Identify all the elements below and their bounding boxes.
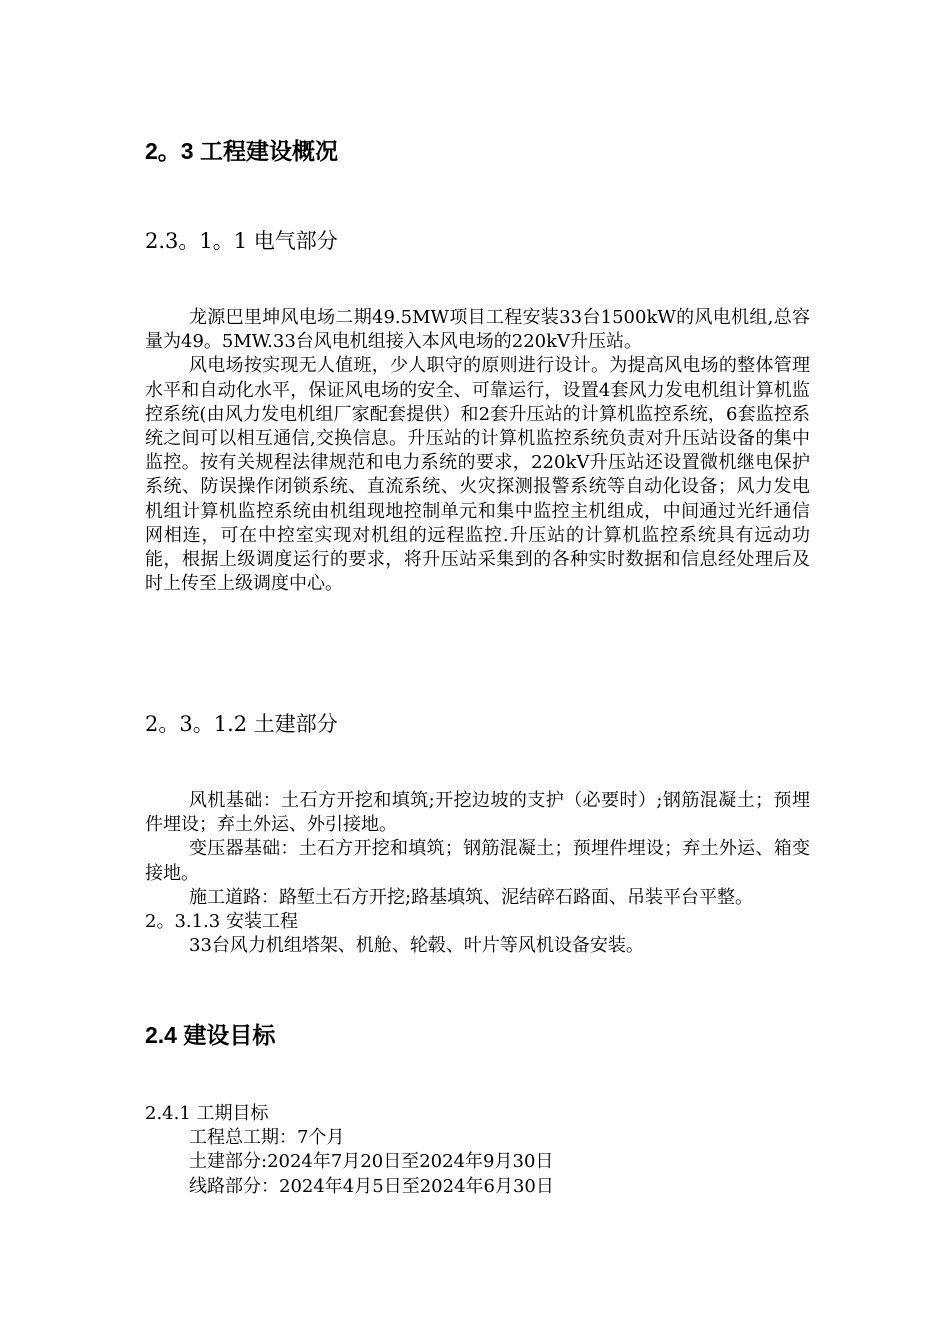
section-2-3-1-2-heading: 2。3。1.2 土建部分 [145,712,338,736]
paragraph: 龙源巴里坤风电场二期49.5MW项目工程安装33台1500kW的风电机组,总容量为49。5MW.33台风电机组接入本风电场的220kV升压站。 [145,307,810,353]
section-2-3-1-3-heading: 2。3.1.3 安装工程 [145,911,298,933]
schedule-line: 土建部分:2024年7月20日至2024年9月30日 [189,1151,554,1173]
paragraph: 风电场按实现无人值班，少人职守的原则进行设计。为提高风电场的整体管理水平和自动化水平，保证风电场的安全、可靠运行，设置4套风力发电机组计算机监控系统(由风力发电机组厂家配套提供）和2套升压站的计算机监控系统，6套监控系统之间可以相互通信,交换信息。升压站的计算机监控系统负责对升压站设备的集中监控。按有关规程法律规范和电力系统的要求，220kV升压站还设置微机继电保护系统、防误操作闭锁系统、直流系统、火灾探测报警系统等自动化设备；风力发电机组计算机监控系统由机组现地控制单元和集中监控主机组成，中间通过光纤通信网相连，可在中控室实现对机组的远程监控.升压站的计算机监控系统具有远动功能，根据上级调度运行的要求，将升压站采集到的各种实时数据和信息经处理后及时上传至上级调度中心。 [145,355,810,595]
paragraph: 风机基础：土石方开挖和填筑;开挖边坡的支护（必要时）;钢筋混凝土；预埋件埋设；弃土外运、外引接地。 [145,790,810,836]
schedule-line: 线路部分：2024年4月5日至2024年6月30日 [189,1175,554,1197]
section-2-3-1-2-body [145,789,810,958]
schedule-line: 工程总工期：7个月 [189,1127,345,1149]
section-2-3-1-1-body [145,306,810,596]
section-2-4-heading: 2.4 建设目标 [145,1022,276,1048]
section-2-4-1-heading: 2.4.1 工期目标 [145,1103,269,1124]
section-2-3-heading: 2。3 工程建设概况 [145,138,338,164]
section-2-4-1-body [145,1102,810,1199]
section-2-3-1-1-heading: 2.3。1。1 电气部分 [145,229,338,253]
paragraph: 33台风力机组塔架、机舱、轮毂、叶片等风机设备安装。 [189,935,644,957]
paragraph: 变压器基础：土石方开挖和填筑；钢筋混凝土；预埋件埋设；弃土外运、箱变接地。 [145,838,810,884]
paragraph: 施工道路：路堑土石方开挖;路基填筑、泥结碎石路面、吊装平台平整。 [189,886,754,908]
